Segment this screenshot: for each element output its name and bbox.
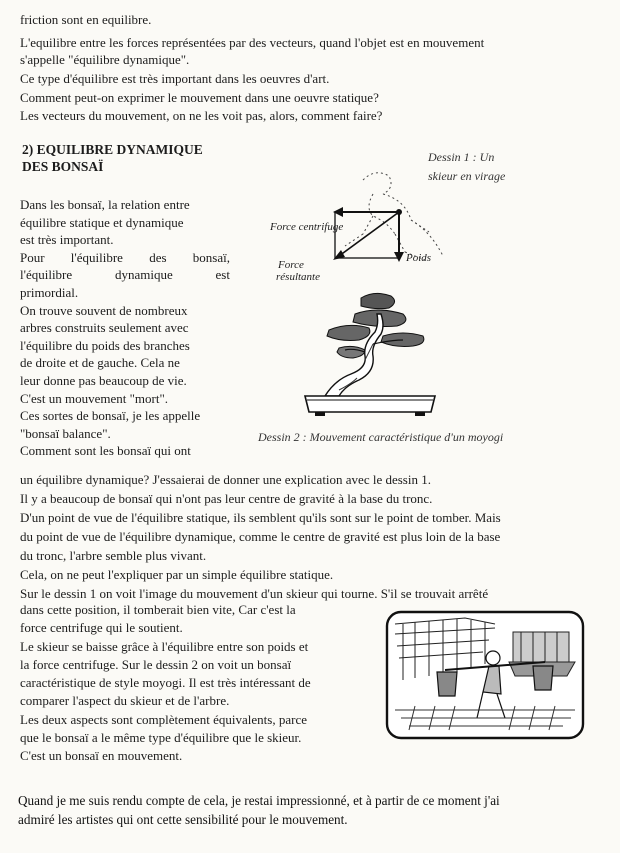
section-heading xyxy=(22,141,203,175)
full-width-paragraph xyxy=(20,470,588,603)
label-weight: Poids xyxy=(406,252,432,264)
intro-line: friction sont en equilibre. xyxy=(20,12,152,27)
center-of-gravity xyxy=(396,209,402,215)
paragraph-line: dans cette position, il tomberait bien vite, Car c'est la xyxy=(20,602,296,617)
column-line: Ces sortes de bonsaï, je les appelle xyxy=(20,408,201,424)
paragraph-line: Il y a beaucoup de bonsaï qui n'ont pas leur centre de gravité à la base du tronc. xyxy=(20,491,433,506)
word: des xyxy=(149,249,167,265)
column-line: est très important. xyxy=(20,232,114,248)
paragraph-line: Cela, on ne peut l'expliquer par un simple équilibre statique. xyxy=(20,567,334,582)
column-line: Dans les bonsaï, la relation entre xyxy=(20,197,190,212)
paragraph-line: Le skieur se baisse grâce à l'équilibre entre son poids et xyxy=(20,638,309,654)
intro-line: Comment peut-on exprimer le mouvement dans une oeuvre statique? xyxy=(20,90,379,105)
column-line: On trouve souvent de nombreux xyxy=(20,302,188,318)
paragraph-line: D'un point de vue de l'équilibre statique, ils semblent qu'ils sont sur le point de tomber. Mais xyxy=(20,510,501,525)
column-line: l'équilibre du poids des branches xyxy=(20,337,190,353)
bottom-paragraph xyxy=(20,601,365,766)
column-line: C'est un mouvement "mort". xyxy=(20,390,168,406)
paragraph-line: Sur le dessin 1 on voit l'image du mouvement d'un skieur qui tourne. S'il se trouvait arrêté xyxy=(20,586,489,601)
figure1-caption-line: skieur en virage xyxy=(428,169,506,183)
column-line: Comment sont les bonsaï qui ont xyxy=(20,443,191,459)
paragraph-line: la force centrifuge. Sur le dessin 2 on voit un bonsaï xyxy=(20,656,292,672)
paragraph-line: caractéristique de style moyogi. Il est très intéressant de xyxy=(20,675,311,691)
paragraph-line: un équilibre dynamique? J'essaierai de donner une explication avec le dessin 1. xyxy=(20,472,431,487)
column-line: leur donne pas beaucoup de vie. xyxy=(20,372,187,388)
foliage-pad xyxy=(337,346,365,358)
paragraph-line: force centrifuge qui le soutient. xyxy=(20,620,183,636)
intro-line: Ce type d'équilibre est très important dans les oeuvres d'art. xyxy=(20,71,330,86)
label-resultant-line: Force xyxy=(278,259,304,271)
word: bonsaï, xyxy=(192,249,230,265)
figure1-caption-line: Dessin 1 : Un xyxy=(428,150,495,164)
paragraph-line: du tronc, l'arbre semble plus vivant. xyxy=(20,548,207,563)
figure2-caption: Dessin 2 : Mouvement caractéristique d'un moyogi xyxy=(258,430,504,444)
skier-illustration xyxy=(385,610,585,740)
label-centrifugal-force: Force centrifuge xyxy=(270,221,344,233)
word: dynamique xyxy=(114,267,173,283)
word: l'équilibre xyxy=(20,267,73,283)
paragraph-line: comparer l'aspect du skieur et de l'arbre. xyxy=(20,693,230,709)
closing-line: Quand je me suis rendu compte de cela, je restai impressionné, et à partir de ce moment j'ai xyxy=(18,793,500,808)
column-line: primordial. xyxy=(20,284,79,300)
bonsai-drawing xyxy=(295,288,445,418)
word: Pour xyxy=(20,249,45,265)
pot xyxy=(305,396,435,412)
section-heading-line: DES BONSAÏ xyxy=(22,159,104,174)
column-line xyxy=(20,249,230,267)
ski-pole xyxy=(411,220,443,256)
intro-line: s'appelle "équilibre dynamique". xyxy=(20,52,190,67)
word: l'équilibre xyxy=(70,249,123,265)
foliage-pad xyxy=(361,293,395,308)
label-resultant-line: résultante xyxy=(276,271,320,283)
column-line: équilibre statique et dynamique xyxy=(20,214,184,230)
paragraph-line: du point de vue de l'équilibre dynamique, comme le centre de gravité est plus loin de la base xyxy=(20,529,501,544)
paragraph-line: Les deux aspects sont complètement équivalents, parce xyxy=(20,711,307,727)
word: est xyxy=(215,267,230,283)
intro-line: L'equilibre entre les forces représentées par des vecteurs, quand l'objet est en mouvement xyxy=(20,35,485,50)
column-line xyxy=(20,266,230,284)
section-heading-line: 2) EQUILIBRE DYNAMIQUE xyxy=(22,142,203,157)
skier-silhouette xyxy=(345,173,429,260)
intro-line: Les vecteurs du mouvement, on ne les voit pas, alors, comment faire? xyxy=(20,108,383,123)
paragraph-line: C'est un bonsaï en mouvement. xyxy=(20,748,183,764)
arrowhead xyxy=(394,252,404,262)
closing-line: admiré les artistes qui ont cette sensibilité pour le mouvement. xyxy=(18,812,348,827)
paragraph-line: que le bonsaï a le même type d'équilibre que le skieur. xyxy=(20,730,302,746)
label-resultant-force xyxy=(278,259,320,283)
column-line: "bonsaï balance". xyxy=(20,425,111,441)
left-column xyxy=(20,196,230,460)
foliage-pad xyxy=(327,325,370,340)
column-line: arbres construits seulement avec xyxy=(20,320,189,336)
column-line: de droite et de gauche. Cela ne xyxy=(20,355,180,371)
